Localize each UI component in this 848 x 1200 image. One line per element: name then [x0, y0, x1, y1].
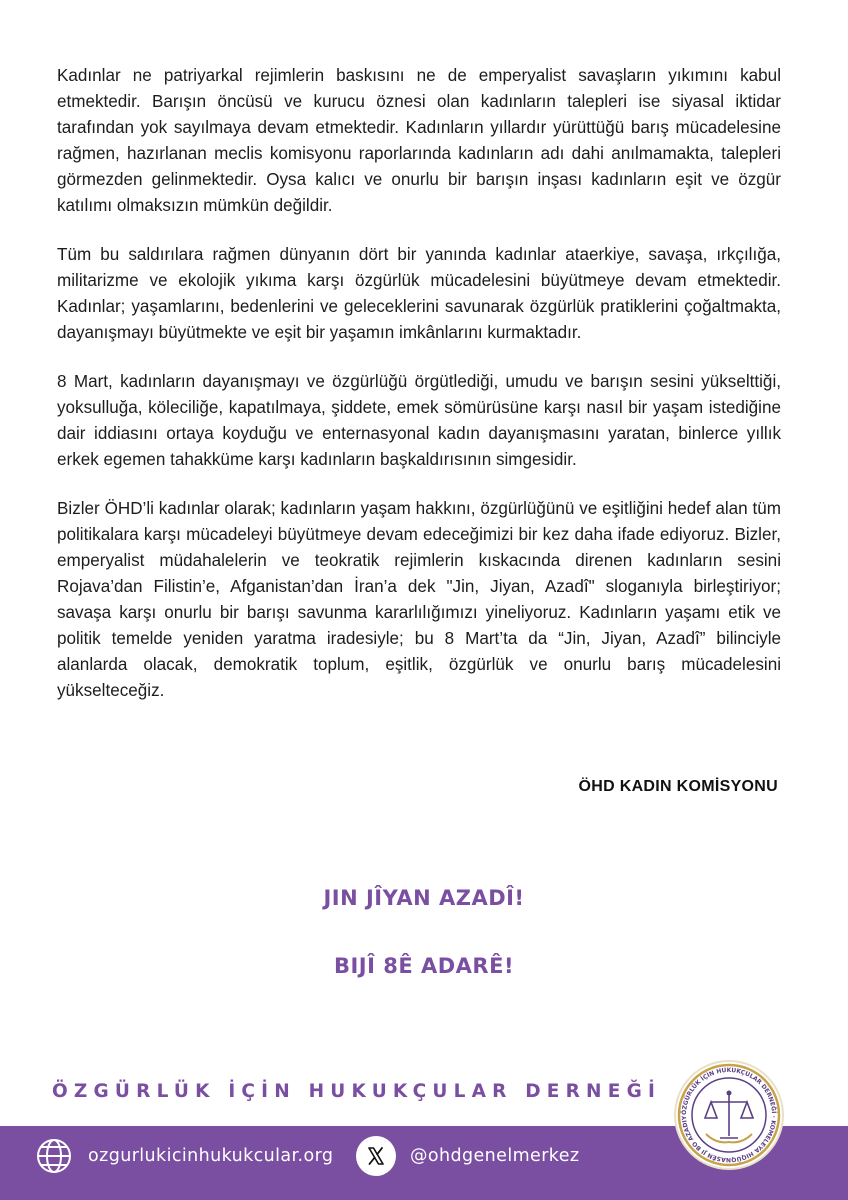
scales-of-justice-icon: [676, 1062, 782, 1168]
paragraph-1: Kadınlar ne patriyarkal rejimlerin baskısını ne de emperyalist savaşların yıkımını kabul etmektedir. Barışın öncüsü ve kurucu öznesi olan kadınların talepleri ise siyasal iktidar tarafından yok sayılmaya devam etmektedir. Kadınların yıllardır yürüttüğü barış mücadelesine rağmen, hazırlanan meclis komisyonu raporlarında kadınların adı dahi anılmamakta, talepleri görmezden gelinmektedir. Oysa kalıcı ve onurlu bir barışın inşası kadınların eşit ve özgür katılımı olmaksızın mümkün değildir.: [57, 66, 781, 215]
logo-ring-text: ÖZGÜRLÜK İÇİN HUKUKÇULAR DERNEĞİ · KOMELEYA HIQÛQNASÊN JI BO AZADIY: [680, 1066, 778, 1164]
website-url: ozgurlukicinhukukcular.org: [88, 1146, 334, 1166]
globe-icon: [34, 1136, 74, 1176]
statement-body: [57, 63, 781, 727]
social-handle: @ohdgenelmerkez: [410, 1146, 580, 1166]
signature: ÖHD KADIN KOMİSYONU: [578, 778, 778, 795]
x-logo-icon: [356, 1136, 396, 1176]
social-link[interactable]: [356, 1136, 579, 1176]
organization-name: ÖZGÜRLÜK İÇİN HUKUKÇULAR DERNEĞİ: [52, 1081, 662, 1102]
slogan-jin-jiyan-azadi: JIN JÎYAN AZADÎ!: [323, 886, 525, 910]
organization-logo: [676, 1062, 782, 1168]
paragraph-2: Tüm bu saldırılara rağmen dünyanın dört bir yanında kadınlar ataerkiye, savaşa, ırkçılığa, militarizme ve ekolojik yıkıma karşı özgürlük mücadelesini büyütmeye devam etmektedir. Kadınlar; yaşamlarını, bedenlerini ve geleceklerini savunarak özgürlük pratiklerini çoğaltmakta, dayanışmayı büyütmekte ve eşit bir yaşamın imkânlarını kurmaktadır.: [57, 245, 781, 342]
paragraph-4: Bizler ÖHD’li kadınlar olarak; kadınların yaşam hakkını, özgürlüğünü ve eşitliğini hedef alan tüm politikalara karşı mücadeleyi büyütmeye devam edeceğimizi bir kez daha ifade ediyoruz. Bizler, emperyalist müdahalelerin ve teokratik rejimlerin kıskacında direnen kadınların sesini Rojava’dan Filistin’e, Afganistan’dan İran’a dek "Jin, Jiyan, Azadî" sloganıyla birleştiriyor; savaşa karşı onurlu bir barışı savunma kararlılığımızı yineliyoruz. Kadınların yaşamı etik ve politik temelde yeniden yaratma iradesiyle; bu 8 Mart’ta da “Jin, Jiyan, Azadî” bilinciyle alanlarda olacak, demokratik toplum, eşitlik, özgürlük ve onurlu barış mücadelesini yükselteceğiz.: [57, 499, 781, 700]
slogan-biji-8-adare: BIJÎ 8Ê ADARÊ!: [333, 954, 515, 978]
paragraph-3: 8 Mart, kadınların dayanışmayı ve özgürlüğü örgütlediği, umudu ve barışın sesini yükselttiği, yoksulluğa, köleciliğe, kapatılmaya, şiddete, emek sömürüsüne karşı nasıl bir yaşam istediğine dair iddiasını ortaya koyduğu ve enternasyonal kadın dayanışmasını yaratan, binlerce yıllık erkek egemen tahakküme karşı kadınların başkaldırısının simgesidir.: [57, 372, 781, 469]
website-link[interactable]: [34, 1136, 333, 1176]
